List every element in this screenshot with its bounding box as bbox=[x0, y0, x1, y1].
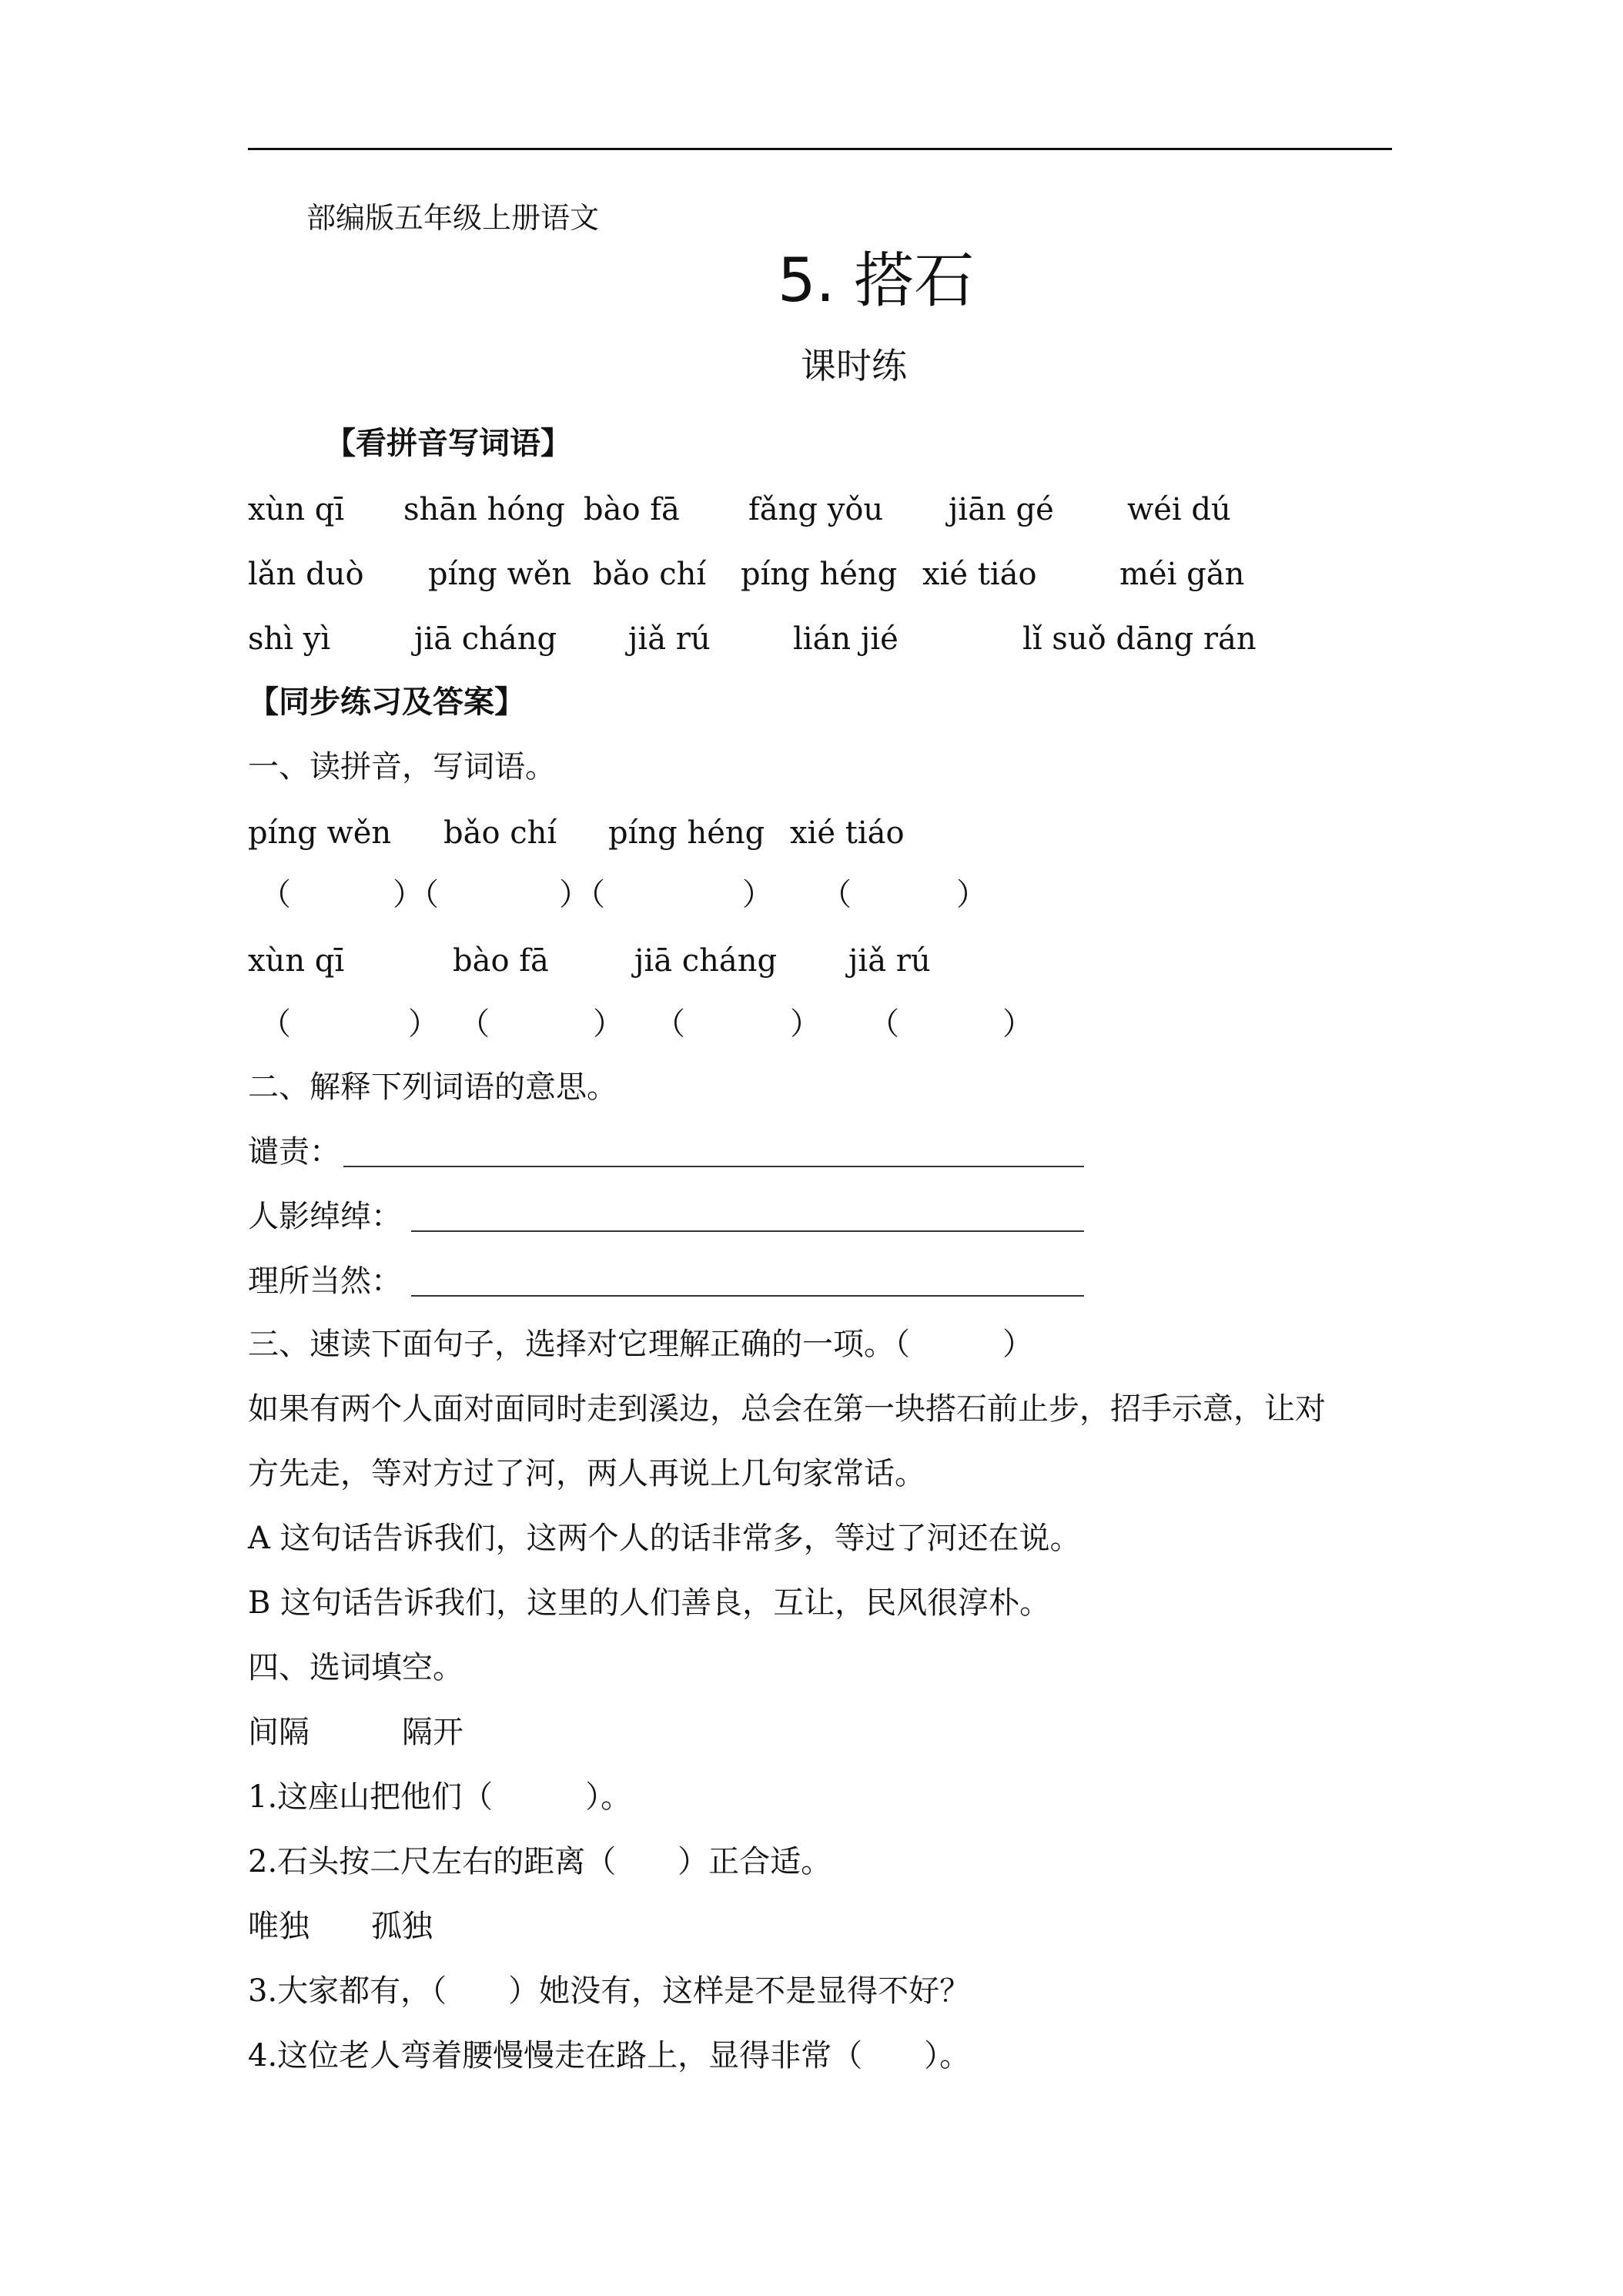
definition-term: 理所当然： bbox=[248, 1263, 402, 1299]
answer-blank[interactable]: （ bbox=[459, 1006, 490, 1042]
answer-blank[interactable]: ） bbox=[408, 1006, 439, 1042]
word-choice-pair: 间隔 隔开 bbox=[248, 1715, 463, 1750]
answer-blank[interactable]: （ bbox=[821, 877, 852, 912]
answer-blank[interactable]: ） bbox=[790, 1006, 821, 1042]
pinyin-item: xié tiáo bbox=[922, 557, 1037, 592]
answer-blank[interactable]: ） bbox=[956, 877, 987, 912]
pinyin-item: xùn qī bbox=[248, 492, 345, 527]
question-3-title: 三、速读下面句子，选择对它理解正确的一项。（ ） bbox=[248, 1327, 1033, 1362]
pinyin-item: jiā cháng bbox=[414, 621, 557, 657]
definition-answer-line[interactable] bbox=[411, 1295, 1084, 1297]
word-choice-pair: 唯独 孤独 bbox=[248, 1909, 433, 1944]
answer-blank[interactable]: ） bbox=[742, 877, 773, 912]
passage-line: 如果有两个人面对面同时走到溪边，总会在第一块搭石前止步，招手示意，让对 bbox=[248, 1391, 1326, 1427]
header-rule bbox=[248, 148, 1392, 150]
section-heading-practice: 【同步练习及答案】 bbox=[248, 684, 525, 720]
definition-answer-line[interactable] bbox=[411, 1230, 1084, 1232]
answer-blank[interactable]: （ bbox=[260, 877, 291, 912]
question-2-title: 二、解释下列词语的意思。 bbox=[248, 1069, 617, 1105]
pinyin-item: bào fā bbox=[584, 492, 680, 527]
q1-pinyin: bǎo chí bbox=[443, 815, 557, 851]
page-title: 5. 搭石 bbox=[778, 246, 975, 316]
pinyin-item: píng wěn bbox=[428, 557, 572, 592]
pinyin-item: shì yì bbox=[248, 621, 331, 657]
pinyin-item: bǎo chí bbox=[593, 557, 707, 592]
fill-sentence: 1.这座山把他们（ ）。 bbox=[248, 1779, 632, 1815]
pinyin-item: wéi dú bbox=[1127, 492, 1231, 527]
pinyin-item: shān hóng bbox=[403, 492, 565, 527]
pinyin-item: lǐ suǒ dāng rán bbox=[1022, 621, 1257, 657]
q1-pinyin: bào fā bbox=[453, 943, 549, 979]
option-b[interactable]: B 这句话告诉我们，这里的人们善良，互让，民风很淳朴。 bbox=[248, 1585, 1051, 1621]
fill-sentence: 3.大家都有，（ ）她没有，这样是不是显得不好？ bbox=[248, 1973, 971, 2009]
answer-blank[interactable]: （ bbox=[260, 1006, 291, 1042]
lesson-type: 课时练 bbox=[801, 345, 907, 387]
header-subtitle: 部编版五年级上册语文 bbox=[306, 201, 600, 235]
pinyin-item: jiǎ rú bbox=[628, 621, 711, 657]
answer-blank[interactable]: ）（ bbox=[393, 877, 439, 912]
answer-blank[interactable]: ）（ bbox=[559, 877, 605, 912]
definition-answer-line[interactable] bbox=[343, 1166, 1084, 1167]
pinyin-item: fǎng yǒu bbox=[748, 492, 884, 527]
q1-pinyin: jiā cháng bbox=[634, 943, 778, 979]
answer-blank[interactable]: ） bbox=[1002, 1006, 1033, 1042]
q1-pinyin: píng wěn bbox=[248, 815, 392, 851]
pinyin-item: jiān gé bbox=[949, 492, 1054, 527]
question-1-title: 一、读拼音，写词语。 bbox=[248, 749, 556, 785]
answer-blank[interactable]: ） bbox=[593, 1006, 624, 1042]
option-a[interactable]: A 这句话告诉我们，这两个人的话非常多，等过了河还在说。 bbox=[248, 1521, 1081, 1556]
section-heading-pinyin: 【看拼音写词语】 bbox=[325, 426, 571, 461]
q1-pinyin: xùn qī bbox=[248, 943, 345, 979]
q1-pinyin: xié tiáo bbox=[790, 815, 905, 851]
pinyin-item: lǎn duò bbox=[248, 557, 364, 592]
pinyin-item: lián jié bbox=[793, 621, 899, 657]
definition-term: 人影绰绰： bbox=[248, 1199, 402, 1234]
fill-sentence: 4.这位老人弯着腰慢慢走在路上，显得非常（ ）。 bbox=[248, 2038, 971, 2073]
q1-pinyin: jiǎ rú bbox=[848, 943, 931, 979]
fill-sentence: 2.石头按二尺左右的距离（ ）正合适。 bbox=[248, 1844, 832, 1879]
pinyin-item: méi gǎn bbox=[1119, 557, 1245, 592]
passage-line: 方先走，等对方过了河，两人再说上几句家常话。 bbox=[248, 1456, 925, 1491]
definition-term: 谴责： bbox=[248, 1134, 340, 1170]
question-4-title: 四、选词填空。 bbox=[248, 1650, 463, 1685]
answer-blank[interactable]: （ bbox=[868, 1006, 899, 1042]
q1-pinyin: píng héng bbox=[608, 815, 765, 851]
answer-blank[interactable]: （ bbox=[654, 1006, 685, 1042]
pinyin-item: píng héng bbox=[741, 557, 898, 592]
